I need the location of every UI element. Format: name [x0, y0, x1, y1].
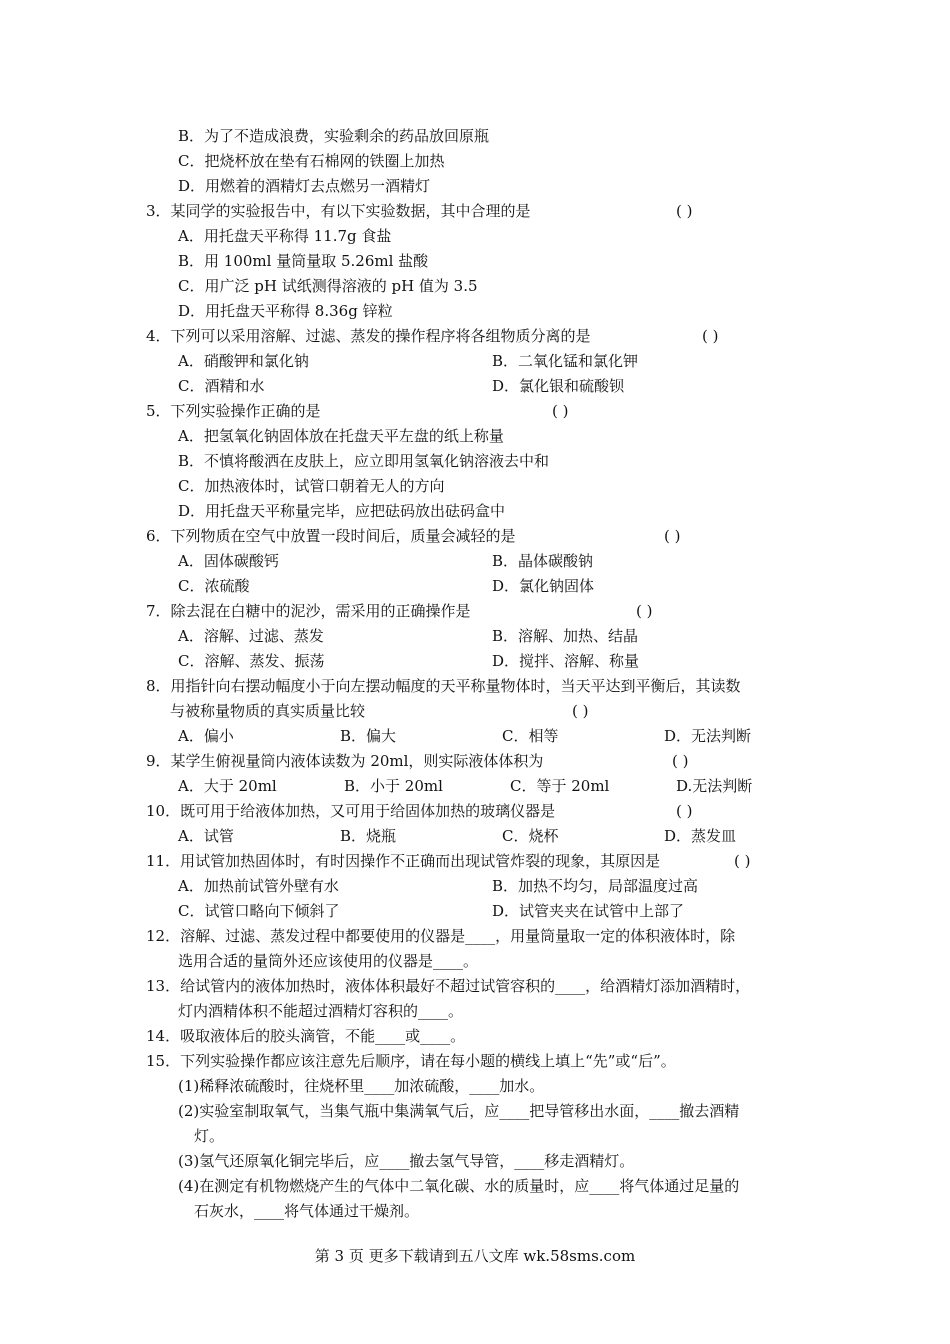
option-line: D．蒸发皿 — [664, 827, 737, 845]
option-line: D．用托盘天平称得 8.36g 锌粒 — [178, 302, 393, 320]
option-line: A．偏小 — [178, 727, 234, 745]
answer-paren: ( ) — [676, 802, 693, 820]
option-line: D．氯化银和硫酸钡 — [492, 377, 625, 395]
option-line: D．无法判断 — [664, 727, 752, 745]
option-line: B．溶解、加热、结晶 — [492, 627, 639, 645]
question-9: 9．某学生俯视量筒内液体读数为 20ml，则实际液体体积为 — [146, 752, 544, 770]
option-line: B．为了不造成浪费，实验剩余的药品放回原瓶 — [178, 127, 490, 145]
question-13-cont: 灯内酒精体积不能超过酒精灯容积的____。 — [178, 1002, 464, 1020]
question-11: 11．用试管加热固体时，有时因操作不正确而出现试管炸裂的现象，其原因是 — [146, 852, 661, 870]
option-line: C．把烧杯放在垫有石棉网的铁圈上加热 — [178, 152, 445, 170]
question-6: 6．下列物质在空气中放置一段时间后，质量会减轻的是 — [146, 527, 516, 545]
question-15: 15．下列实验操作都应该注意先后顺序，请在每小题的横线上填上“先”或“后”。 — [146, 1052, 676, 1070]
sub-question: (4)在测定有机物燃烧产生的气体中二氧化碳、水的质量时，应____将气体通过足量的 — [178, 1177, 740, 1195]
option-line: A．溶解、过滤、蒸发 — [178, 627, 324, 645]
option-line: A．把氢氧化钠固体放在托盘天平左盘的纸上称量 — [178, 427, 504, 445]
option-line: C．试管口略向下倾斜了 — [178, 902, 340, 920]
option-line: A．大于 20ml — [178, 777, 277, 795]
option-line: D．搅拌、溶解、称量 — [492, 652, 640, 670]
answer-paren: ( ) — [672, 752, 689, 770]
option-line: B．加热不均匀，局部温度过高 — [492, 877, 699, 895]
option-line: D．试管夹夹在试管中上部了 — [492, 902, 685, 920]
question-8-cont: 与被称量物质的真实质量比较 — [170, 702, 366, 720]
option-line: C．烧杯 — [502, 827, 559, 845]
sub-question: (1)稀释浓硫酸时，往烧杯里____加浓硫酸，____加水。 — [178, 1077, 545, 1095]
sub-question-cont: 石灰水，____将气体通过干燥剂。 — [194, 1202, 420, 1220]
question-12-cont: 选用合适的量筒外还应该使用的仪器是____。 — [178, 952, 479, 970]
option-line: A．用托盘天平称得 11.7g 食盐 — [178, 227, 392, 245]
sub-question: (2)实验室制取氧气，当集气瓶中集满氧气后，应____把导管移出水面，____撤去酒精 — [178, 1102, 740, 1120]
answer-paren: ( ) — [572, 702, 589, 720]
option-line: C．酒精和水 — [178, 377, 265, 395]
answer-paren: ( ) — [636, 602, 653, 620]
answer-paren: ( ) — [676, 202, 693, 220]
question-14: 14．吸取液体后的胶头滴管，不能____或____。 — [146, 1027, 466, 1045]
option-line: B．不慎将酸洒在皮肤上，应立即用氢氧化钠溶液去中和 — [178, 452, 550, 470]
option-line: D．用托盘天平称量完毕，应把砝码放出砝码盒中 — [178, 502, 506, 520]
option-line: D．用燃着的酒精灯去点燃另一酒精灯 — [178, 177, 431, 195]
option-line: A．加热前试管外壁有水 — [178, 877, 339, 895]
option-line: D.无法判断 — [676, 777, 753, 795]
option-line: B．晶体碳酸钠 — [492, 552, 594, 570]
question-10: 10．既可用于给液体加热，又可用于给固体加热的玻璃仪器是 — [146, 802, 556, 820]
question-5: 5．下列实验操作正确的是 — [146, 402, 321, 420]
answer-paren: ( ) — [702, 327, 719, 345]
sub-question: (3)氢气还原氧化铜完毕后，应____撤去氢气导管，____移走酒精灯。 — [178, 1152, 635, 1170]
question-7: 7．除去混在白糖中的泥沙，需采用的正确操作是 — [146, 602, 471, 620]
answer-paren: ( ) — [734, 852, 751, 870]
page-footer: 第 3 页 更多下载请到五八文库 wk.58sms.com — [314, 1247, 636, 1265]
question-3: 3．某同学的实验报告中，有以下实验数据，其中合理的是 — [146, 202, 531, 220]
option-line: A．硝酸钾和氯化钠 — [178, 352, 309, 370]
option-line: B．烧瓶 — [340, 827, 397, 845]
option-line: B．偏大 — [340, 727, 397, 745]
option-line: D．氯化钠固体 — [492, 577, 595, 595]
option-line: C．等于 20ml — [510, 777, 610, 795]
answer-paren: ( ) — [664, 527, 681, 545]
option-line: A．固体碳酸钙 — [178, 552, 279, 570]
option-line: C．浓硫酸 — [178, 577, 250, 595]
sub-question-cont: 灯。 — [194, 1127, 225, 1145]
option-line: C．相等 — [502, 727, 559, 745]
question-4: 4．下列可以采用溶解、过滤、蒸发的操作程序将各组物质分离的是 — [146, 327, 591, 345]
answer-paren: ( ) — [552, 402, 569, 420]
question-8: 8．用指针向右摆动幅度小于向左摆动幅度的天平称量物体时，当天平达到平衡后，其读数 — [146, 677, 741, 695]
question-12: 12．溶解、过滤、蒸发过程中都要使用的仪器是____，用量筒量取一定的体积液体时，除 — [146, 927, 736, 945]
option-line: C．溶解、蒸发、振荡 — [178, 652, 325, 670]
option-line: B．二氧化锰和氯化钾 — [492, 352, 639, 370]
option-line: C．用广泛 pH 试纸测得溶液的 pH 值为 3.5 — [178, 277, 478, 295]
question-13: 13．给试管内的液体加热时，液体体积最好不超过试管容积的____，给酒精灯添加酒精时， — [146, 977, 751, 995]
option-line: C．加热液体时，试管口朝着无人的方向 — [178, 477, 445, 495]
option-line: B．小于 20ml — [344, 777, 443, 795]
option-line: B．用 100ml 量筒量取 5.26ml 盐酸 — [178, 252, 429, 270]
option-line: A．试管 — [178, 827, 234, 845]
